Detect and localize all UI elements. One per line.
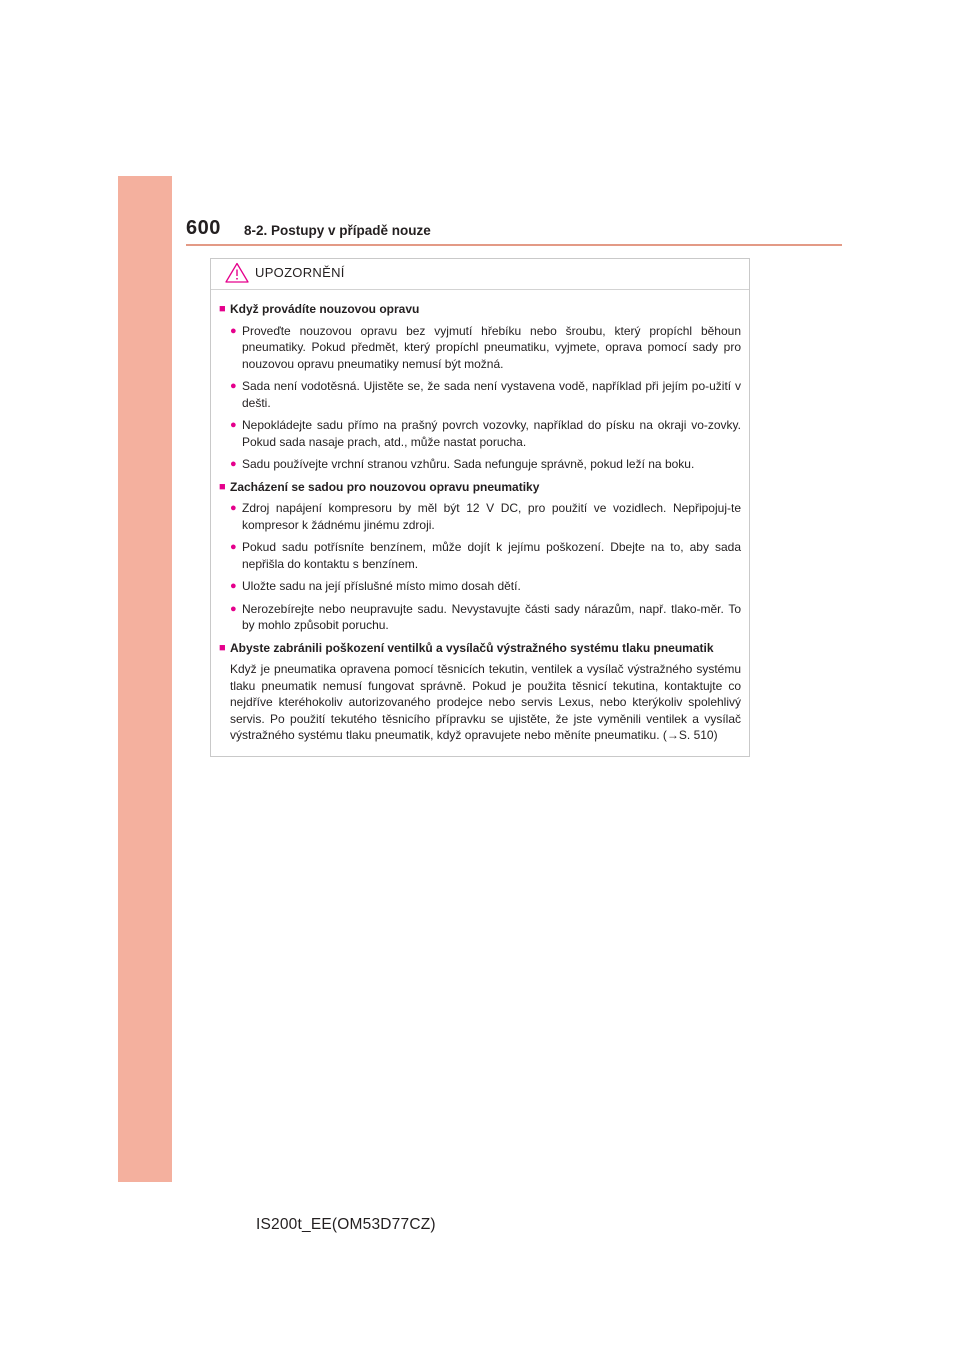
bullet-dot-icon: ● [230,580,237,592]
section-heading: ■ Abyste zabránili poškození ventilků a vysílačů výstražného systému tlaku pneumatik [219,640,714,655]
section-heading: ■ Když provádíte nouzovou opravu [219,302,420,316]
list-item: ● Proveďte nouzovou opravu bez vyjmutí hřebíku nebo šroubu, který propíchl běhoun pneumatiky. Pokud předmět, který propíchl pneumatiku, vyjmete, oprava pomocí sady pro nouzovou opravu pneumatiky nemusí být možná. [230,323,741,371]
list-item: ● Nepokládejte sadu přímo na prašný povrch vozovky, například do písku na okraji vo-zovky. Pokud sada nasaje prach, atd., může nastat porucha. [230,418,741,449]
chapter-title: 8-2. Postupy v případě nouze [244,223,431,238]
side-band [118,176,172,1182]
list-item: ● Pokud sadu potřísníte benzínem, může dojít k jejímu poškození. Dbejte na to, aby sada nepřišla do kontaktu s benzínem. [230,540,741,571]
warning-section [219,479,741,634]
warning-title: UPOZORNĚNÍ [255,265,345,280]
square-bullet-icon: ■ [219,303,226,315]
warning-triangle-icon [225,262,249,283]
bullet-dot-icon: ● [230,419,237,431]
bullet-dot-icon: ● [230,380,237,392]
section-heading: ■ Zacházení se sadou pro nouzovou opravu pneumatiky [219,479,540,494]
bullet-dot-icon: ● [230,602,237,615]
square-bullet-icon: ■ [219,641,226,654]
section-paragraph: Když je pneumatika opravena pomocí těsnicích tekutin, ventilek a vysílač výstražného systému tlaku pneumatik nemusí fungovat správně. Pokud je použita těsnicí tekutina, kontaktujte co nejdříve kteréhokoliv autorizovaného prodejce nebo servis Lexus, nebo kterýkoliv spolehlivý servis. Po použití tekutého těsnicího přípravku se ujistěte, že jste vyměnili ventilek a vysílač výstražného systému tlaku pneumatik, když opravujete nebo měníte pneumatiku. (→S. 510) [230,662,741,742]
warning-section [219,301,741,473]
page-number: 600 [186,217,221,239]
header-rule [186,244,842,246]
bullet-dot-icon: ● [230,458,237,470]
warning-box [210,258,750,757]
model-code: IS200t_EE(OM53D77CZ) [256,1216,436,1233]
warning-body [211,290,749,744]
bullet-dot-icon: ● [230,324,237,337]
square-bullet-icon: ■ [219,480,226,493]
warning-header [211,259,749,290]
list-item: ● Sada není vodotěsná. Ujistěte se, že sada není vystavena vodě, například při jejím po-užití v dešti. [230,379,741,410]
warning-section [219,640,741,744]
bullet-dot-icon: ● [230,541,237,553]
list-item: ● Sadu používejte vrchní stranou vzhůru. Sada nefunguje správně, pokud leží na boku. [230,457,695,471]
list-item: ● Zdroj napájení kompresoru by měl být 12 V DC, pro použití ve vozidlech. Nepřipojuj-te kompresor k žádnému jinému zdroji. [230,501,741,532]
list-item: ● Uložte sadu na její příslušné místo mimo dosah dětí. [230,579,521,593]
list-item: ● Nerozebírejte nebo neupravujte sadu. Nevystavujte části sady nárazům, např. tlako-měr. To by mohlo způsobit poruchu. [230,601,741,632]
bullet-dot-icon: ● [230,502,237,514]
page-header [186,217,842,247]
